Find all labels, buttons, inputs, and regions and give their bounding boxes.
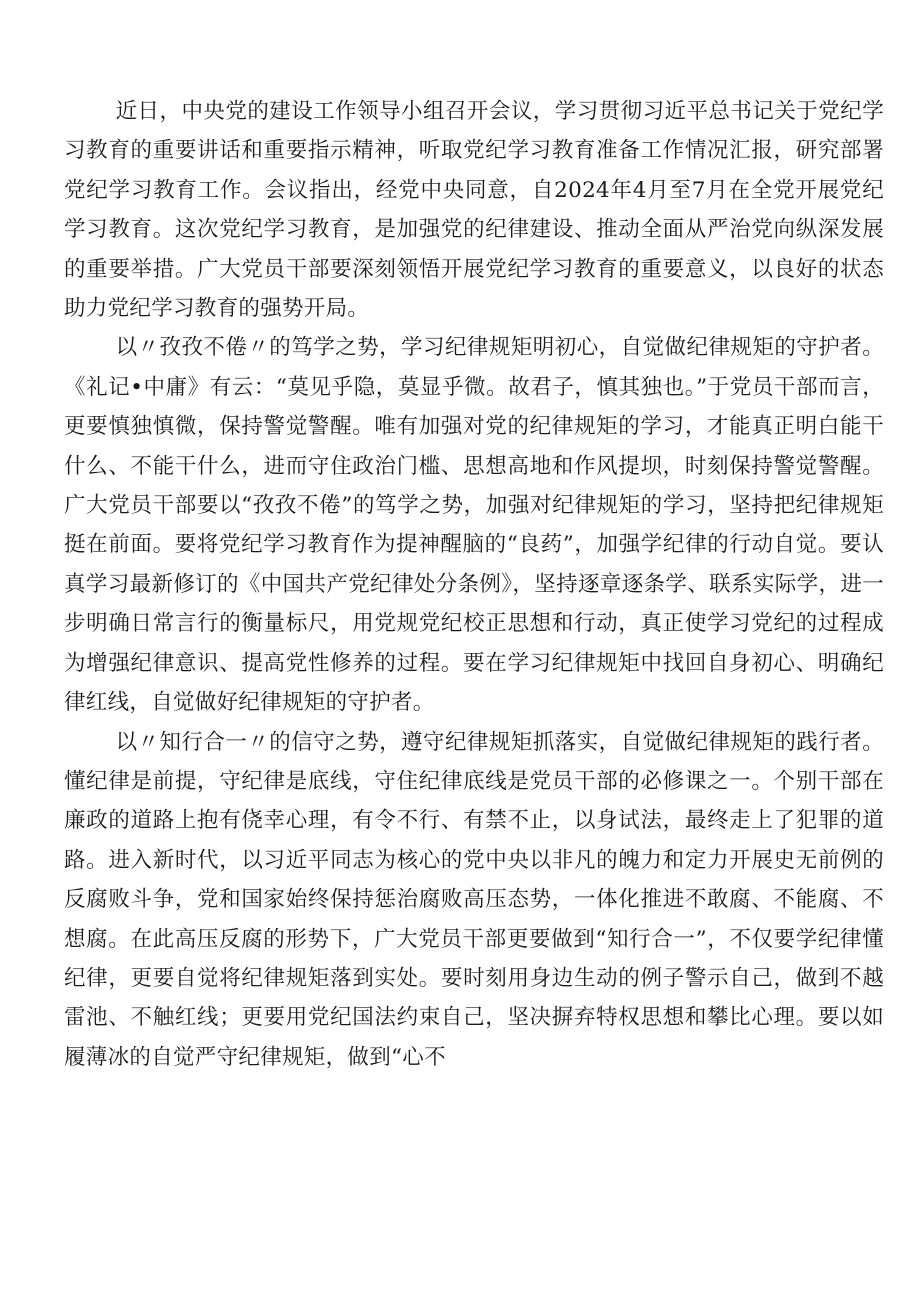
document-body [64, 92, 884, 1077]
paragraph-diligent-study: 以〃孜孜不倦〃的笃学之势，学习纪律规矩明初心，自觉做纪律规矩的守护者。《礼记•中庸》有云：“莫见乎隐，莫显乎微。故君子，慎其独也。”于党员干部而言，更要慎独慎微，保持警觉警醒。唯有加强对党的纪律规矩的学习，才能真正明白能干什么、不能干什么，进而守住政治门槛、思想高地和作风提坝，时刻保持警觉警醒。广大党员干部要以“孜孜不倦”的笃学之势，加强对纪律规矩的学习，坚持把纪律规矩挺在前面。要将党纪学习教育作为提神醒脑的“良药”，加强学纪律的行动自觉。要认真学习最新修订的《中国共产党纪律处分条例》，坚持逐章逐条学、联系实际学，进一步明确日常言行的衡量标尺，用党规党纪校正思想和行动，真正使学习党纪的过程成为增强纪律意识、提高党性修养的过程。要在学习纪律规矩中找回自身初心、明确纪律红线，自觉做好纪律规矩的守护者。 [64, 335, 884, 716]
paragraph-meeting-summary: 近日，中央党的建设工作领导小组召开会议，学习贯彻习近平总书记关于党纪学习教育的重要讲话和重要指示精神，听取党纪学习教育准备工作情况汇报，研究部署党纪学习教育工作。会议指出，经党中央同意，自2024年4月至7月在全党开展党纪学习教育。这次党纪学习教育，是加强党的纪律建设、推动全面从严治党向纵深发展的重要举措。广大党员干部要深刻领悟开展党纪学习教育的重要意义，以良好的状态助力党纪学习教育的强势开局。 [64, 99, 884, 322]
paragraph-knowledge-action-unity: 以〃知行合一〃的信守之势，遵守纪律规矩抓落实，自觉做纪律规矩的践行者。懂纪律是前提，守纪律是底线，守住纪律底线是党员干部的必修课之一。个别干部在廉政的道路上抱有侥幸心理，有令不行、有禁不止，以身试法，最终走上了犯罪的道路。进入新时代，以习近平同志为核心的党中央以非凡的魄力和定力开展史无前例的反腐败斗争，党和国家始终保持惩治腐败高压态势，一体化推进不敢腐、不能腐、不想腐。在此高压反腐的形势下，广大党员干部更要做到“知行合一”，不仅要学纪律懂纪律，更要自觉将纪律规矩落到实处。要时刻用身边生动的例子警示自己，做到不越雷池、不触红线；更要用党纪国法约束自己，坚决摒弃特权思想和攀比心理。要以如履薄冰的自觉严守纪律规矩，做到“心不 [64, 729, 884, 1070]
